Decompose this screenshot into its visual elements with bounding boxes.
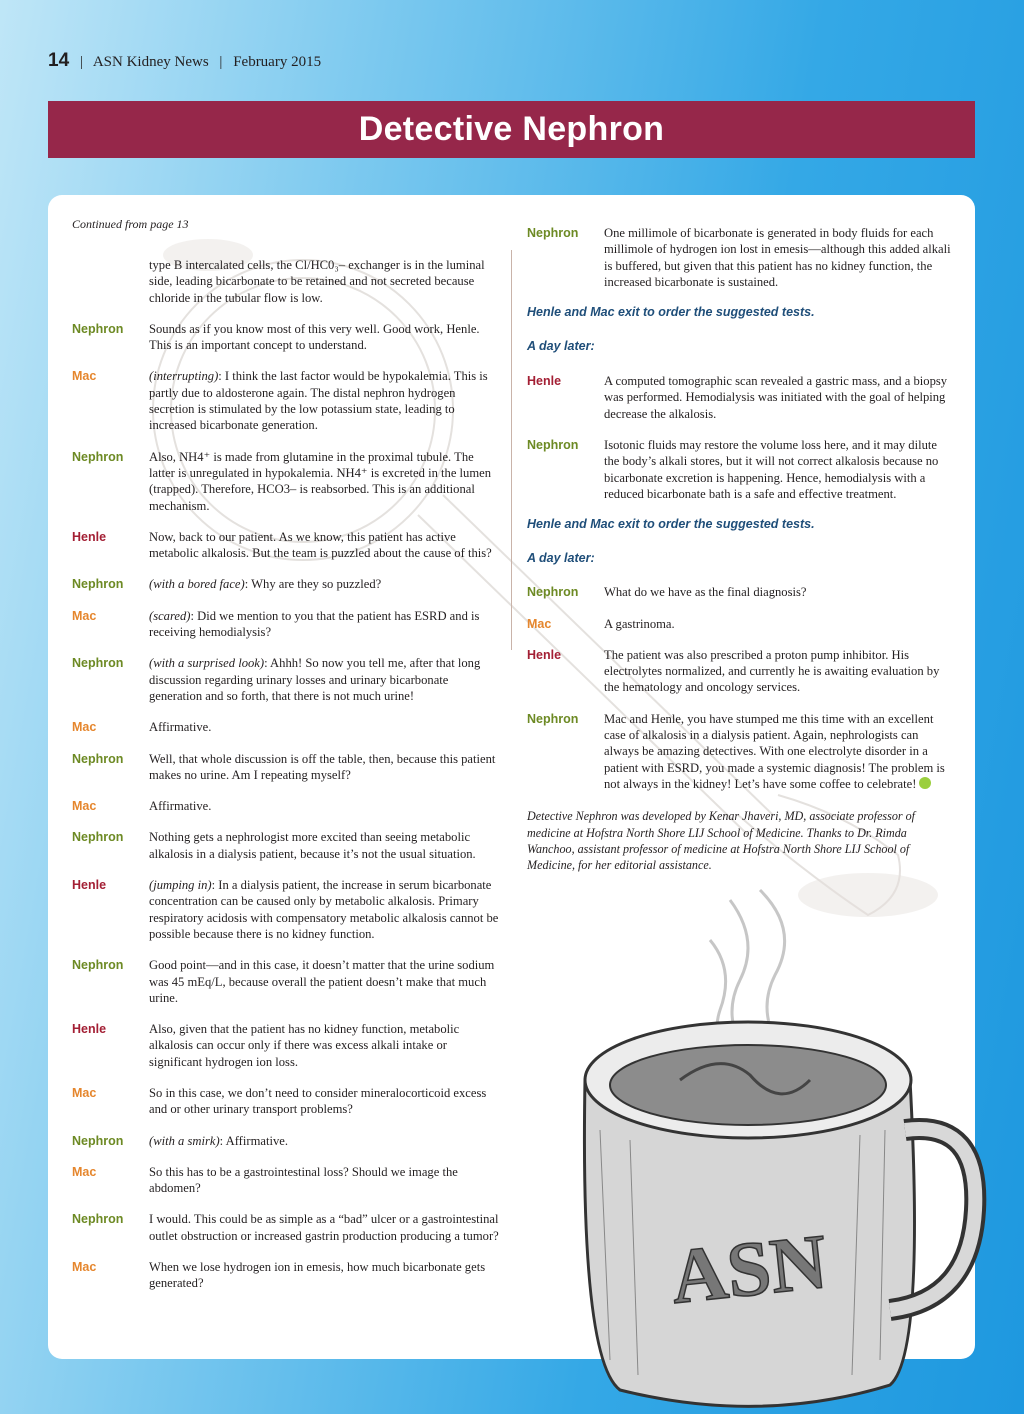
speaker-label: Nephron bbox=[72, 830, 124, 845]
stage-direction: A day later: bbox=[527, 339, 595, 354]
dialogue-text: Also, NH4⁺ is made from glutamine in the proximal tubule. The latter is unregulated in hypokalemia. NH4⁺ is excreted in the lumen (trapped). Therefore, HCO3– is reabsorbed. This is an additional mechanism. bbox=[149, 449, 492, 513]
dialogue-line bbox=[72, 655, 502, 704]
speaker-label: Nephron bbox=[72, 958, 124, 973]
dialogue-text-wrap bbox=[149, 1164, 502, 1197]
end-mark-dot-icon bbox=[919, 777, 931, 789]
stage-note: (scared) bbox=[149, 608, 191, 623]
dialogue-line bbox=[72, 368, 502, 433]
dialogue-line bbox=[72, 1211, 502, 1244]
speaker-label: Mac bbox=[72, 1085, 97, 1100]
speaker-label: Nephron bbox=[72, 577, 124, 592]
dialogue-text-wrap bbox=[149, 449, 502, 514]
dialogue-text-wrap bbox=[149, 829, 502, 862]
dialogue-line bbox=[72, 1085, 502, 1118]
dialogue-text: : Why are they so puzzled? bbox=[244, 577, 382, 592]
speaker-label: Nephron bbox=[72, 1212, 124, 1227]
dialogue-line bbox=[72, 1133, 502, 1149]
author-credit: Detective Nephron was developed by Kenar Jhaveri, MD, associate professor of medicine at Hofstra North Shore LIJ School of Medicine. Thanks to Dr. Rimda Wanchoo, assistant professor of medicine at Hofstra North Shore LIJ School of Medicine, for her editorial assistance. bbox=[527, 809, 916, 873]
dialogue-text-wrap bbox=[149, 576, 502, 592]
speaker-label: Nephron bbox=[527, 585, 579, 600]
right-column bbox=[527, 225, 951, 873]
dialogue-text: So in this case, we don’t need to consider mineralocorticoid excess and or other urinary transport problems? bbox=[149, 1085, 487, 1117]
speaker-label: Henle bbox=[72, 1022, 107, 1037]
speaker-label: Henle bbox=[72, 529, 107, 544]
dialogue-text-final bbox=[604, 711, 951, 792]
stage-direction: Henle and Mac exit to order the suggested tests. bbox=[527, 517, 815, 532]
dialogue-text-wrap bbox=[149, 1259, 502, 1292]
dialogue-line bbox=[72, 321, 502, 354]
speaker-label: Nephron bbox=[527, 226, 579, 240]
continued-note: Continued from page 13 bbox=[72, 217, 189, 231]
dialogue-text: : I think the last factor would be hypokalemia. This is partly due to aldosterone again. The distal nephron hydrogen secretion is stimulated by the low potassium state, leading to increased bicarbonate generation. bbox=[149, 369, 488, 433]
dialogue-text: Isotonic fluids may restore the volume loss here, and it may dilute the body’s alkali stores, but it will not correct alkalosis because no bicarbonate excretion is happening. Hence, hemodialysis with a reduced bicarbonate bath is a safe and effective treatment. bbox=[604, 438, 939, 501]
dialogue-text: What do we have as the final diagnosis? bbox=[604, 585, 807, 600]
speaker-label: Nephron bbox=[72, 656, 124, 671]
speaker-label: Nephron bbox=[72, 321, 124, 336]
dialogue-text: Affirmative. bbox=[149, 799, 212, 814]
speaker-label: Nephron bbox=[527, 711, 579, 726]
dialogue-text: Also, given that the patient has no kidney function, metabolic alkalosis can occur only if there was excess alkali intake or significant hydrogen ion loss. bbox=[149, 1022, 460, 1069]
speaker-label: Mac bbox=[72, 720, 97, 735]
speaker-label: Nephron bbox=[527, 438, 579, 453]
dialogue-text: : Affirmative. bbox=[219, 1133, 288, 1148]
stage-note: (jumping in) bbox=[149, 878, 212, 893]
speaker-label: Mac bbox=[72, 1164, 97, 1179]
dialogue-text: A computed tomographic scan revealed a gastric mass, and a biopsy was performed. Hemodialysis was initiated with the goal of helping decrease the alkalosis. bbox=[604, 374, 948, 421]
dialogue-text: One millimole of bicarbonate is generated in body fluids for each millimole of hydrogen ion lost in emesis—although this added alkali is buffered, but given that this patient has no kidney function, the increased bicarbonate is sustained. bbox=[604, 226, 951, 289]
mug-label: ASN bbox=[666, 1217, 831, 1320]
speaker-label: Nephron bbox=[72, 1133, 124, 1148]
dialogue-list bbox=[72, 321, 502, 1292]
stage-note: (interrupting) bbox=[149, 369, 219, 384]
dialogue-text-wrap bbox=[149, 1021, 502, 1070]
speaker-label: Mac bbox=[72, 799, 97, 814]
dialogue-line bbox=[72, 608, 502, 641]
speaker-label: Henle bbox=[527, 374, 562, 389]
dialogue-text-wrap bbox=[149, 1085, 502, 1118]
speaker-label: Mac bbox=[72, 608, 97, 623]
dialogue-text: Good point—and in this case, it doesn’t matter that the urine sodium was 45 mEq/L, because overall the patient doesn’t make that much urine. bbox=[149, 958, 495, 1005]
page-header bbox=[48, 50, 321, 72]
column-divider bbox=[511, 250, 512, 650]
speaker-label: Nephron bbox=[72, 449, 124, 464]
dialogue-text: So this has to be a gastrointestinal loss? Should we image the abdomen? bbox=[149, 1164, 458, 1196]
article-title-banner: Detective Nephron bbox=[48, 101, 975, 158]
dialogue-text: : In a dialysis patient, the increase in serum bicarbonate concentration can be caused only by metabolic alkalosis. Primary respiratory acidosis with compensatory metabolic alkalosis cannot be possible because there is no kidney function. bbox=[149, 878, 499, 941]
dialogue-line bbox=[527, 373, 951, 422]
dialogue-line bbox=[72, 449, 502, 514]
dialogue-line bbox=[72, 957, 502, 1006]
dialogue-line bbox=[72, 877, 502, 942]
stage-direction: A day later: bbox=[527, 551, 595, 566]
dialogue-text-wrap bbox=[149, 321, 502, 354]
dialogue-line bbox=[72, 798, 502, 814]
dialogue-text: : Ahhh! So now you tell me, after that long discussion regarding urinary losses and urinary bicarbonate generation and so forth, that there is not much urine! bbox=[149, 656, 481, 703]
dialogue-text-wrap bbox=[149, 1211, 502, 1244]
dialogue-text-wrap bbox=[149, 529, 502, 562]
speaker-label: Nephron bbox=[72, 751, 124, 766]
page-number: 14 bbox=[48, 50, 70, 71]
speaker-label: Mac bbox=[527, 616, 552, 631]
dialogue-text: Mac and Henle, you have stumped me this time with an excellent case of alkalosis in a dialysis patient. Again, nephrologists can always be amazing detectives. With one electrolyte disorder in a patient with ESRD, you made a systemic diagnosis! The problem is not always in the kidney! Let’s have some coffee to celebrate! bbox=[604, 711, 945, 791]
dialogue-text-wrap bbox=[149, 655, 502, 704]
dialogue-line bbox=[72, 1164, 502, 1197]
dialogue-line bbox=[72, 576, 502, 592]
speaker-label: Mac bbox=[72, 1260, 97, 1275]
coffee-mug-sketch-icon bbox=[560, 880, 990, 1414]
dialogue-line bbox=[72, 829, 502, 862]
dialogue-text: Now, back to our patient. As we know, this patient has active metabolic alkalosis. But the team is puzzled about the cause of this? bbox=[149, 529, 492, 561]
dialogue-text-wrap bbox=[149, 877, 502, 942]
dialogue-line bbox=[72, 751, 502, 784]
speaker-label: Henle bbox=[72, 878, 107, 893]
dialogue-line bbox=[527, 647, 951, 696]
left-column bbox=[72, 217, 502, 1307]
stage-note: (with a bored face) bbox=[149, 577, 245, 592]
dialogue-text: Well, that whole discussion is off the table, then, because this patient makes no urine. Am I repeating myself? bbox=[149, 751, 496, 782]
dialogue-text-wrap bbox=[149, 368, 502, 433]
header-separator: | bbox=[219, 54, 223, 70]
dialogue-text: I would. This could be as simple as a “bad” ulcer or a gastrointestinal outlet obstruction or increased gastrin production producing a tumor? bbox=[149, 1212, 499, 1243]
dialogue-line bbox=[72, 1021, 502, 1070]
dialogue-text-wrap bbox=[149, 608, 502, 641]
publication-name: ASN Kidney News bbox=[92, 54, 209, 70]
dialogue-line bbox=[527, 584, 951, 600]
stage-direction: Henle and Mac exit to order the suggested tests. bbox=[527, 305, 815, 320]
dialogue-line bbox=[72, 719, 502, 735]
intro-text: type B intercalated cells, the Cl/HC0₃– exchanger is in the luminal side, leading bicarbonate to be retained and not secreted because chloride in the tubular flow is low. bbox=[149, 258, 485, 305]
dialogue-text-wrap bbox=[149, 798, 502, 814]
header-separator: | bbox=[79, 54, 83, 70]
speaker-label: Mac bbox=[72, 369, 97, 384]
intro-paragraph bbox=[72, 257, 502, 306]
dialogue-text: A gastrinoma. bbox=[604, 616, 675, 631]
dialogue-line bbox=[527, 437, 951, 502]
dialogue-text-wrap bbox=[149, 957, 502, 1006]
dialogue-line bbox=[527, 616, 951, 632]
stage-note: (with a surprised look) bbox=[149, 656, 265, 671]
dialogue-text: Affirmative. bbox=[149, 720, 212, 735]
dialogue-text: : Did we mention to you that the patient has ESRD and is receiving hemodialysis? bbox=[149, 608, 480, 640]
dialogue-line bbox=[72, 529, 502, 562]
dialogue-text: Sounds as if you know most of this very well. Good work, Henle. This is an important concept to understand. bbox=[149, 321, 480, 353]
stage-note: (with a smirk) bbox=[149, 1133, 220, 1148]
dialogue-line bbox=[527, 225, 951, 290]
dialogue-text: When we lose hydrogen ion in emesis, how much bicarbonate gets generated? bbox=[149, 1260, 486, 1291]
issue-date: February 2015 bbox=[233, 54, 322, 70]
speaker-label: Henle bbox=[527, 647, 562, 662]
dialogue-text: Nothing gets a nephrologist more excited than seeing metabolic alkalosis in a dialysis patient, because it’s not the usual situation. bbox=[149, 830, 476, 861]
dialogue-text-wrap bbox=[149, 719, 502, 735]
dialogue-line bbox=[527, 711, 951, 792]
dialogue-text: The patient was also prescribed a proton pump inhibitor. His electrolytes normalized, and currently he is awaiting evaluation by the hematology and oncology services. bbox=[604, 647, 940, 695]
dialogue-line bbox=[72, 1259, 502, 1292]
dialogue-text-wrap bbox=[149, 1133, 502, 1149]
dialogue-text-wrap bbox=[149, 751, 502, 784]
